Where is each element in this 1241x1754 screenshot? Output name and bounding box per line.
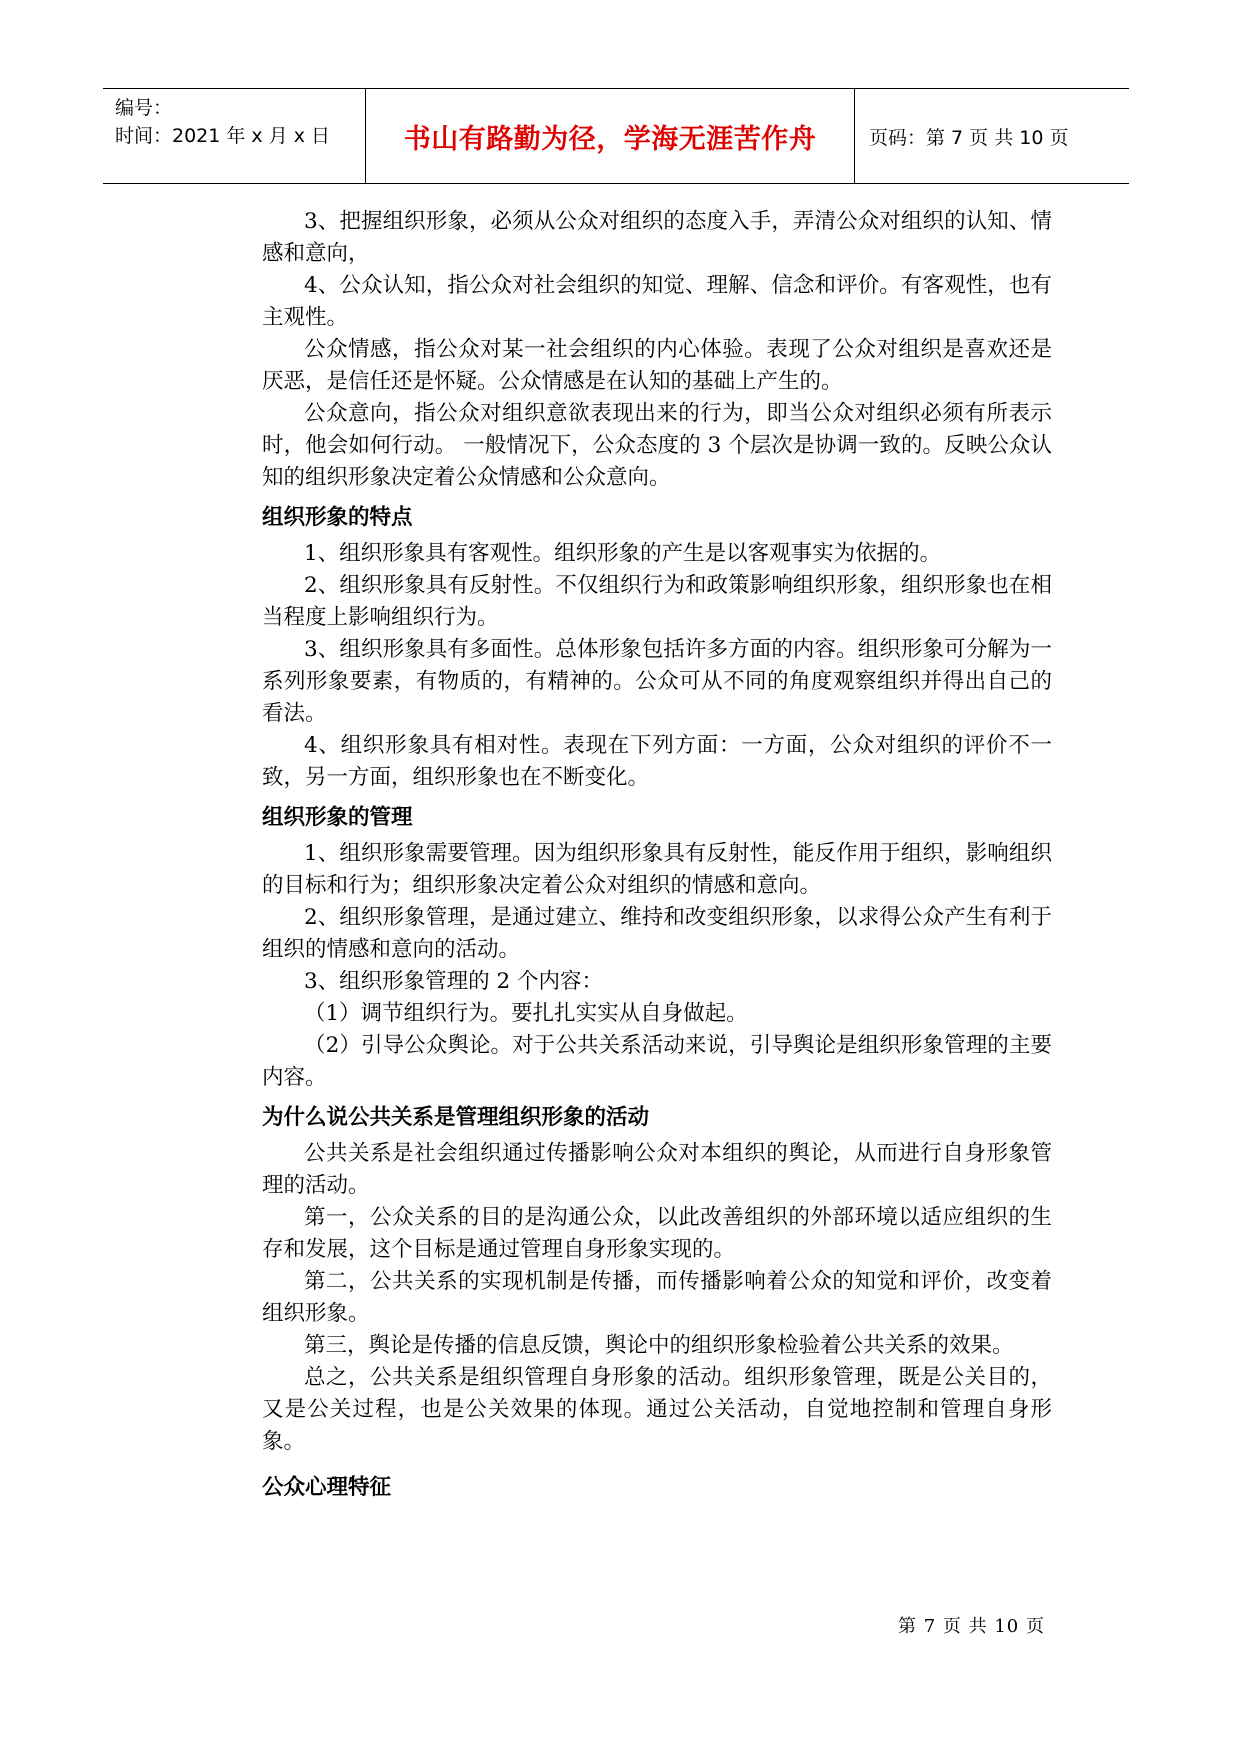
section-heading: 组织形象的特点: [262, 505, 413, 530]
paragraph: （1）调节组织行为。要扎扎实实从自身做起。: [304, 1001, 748, 1026]
paragraph: 4、组织形象具有相对性。表现在下列方面：一方面，公众对组织的评价不一致，另一方面，组织形象也在不断变化。: [262, 733, 1052, 790]
page-footer: 第 7 页 共 10 页: [898, 1616, 1045, 1637]
document-time-label: 时间：2021 年 x 月 x 日: [115, 125, 331, 147]
paragraph: 第一，公众关系的目的是沟通公众，以此改善组织的外部环境以适应组织的生存和发展，这个目标是通过管理自身形象实现的。: [262, 1205, 1052, 1262]
document-body: [262, 206, 1052, 1508]
paragraph: （2）引导公众舆论。对于公共关系活动来说，引导舆论是组织形象管理的主要内容。: [262, 1033, 1052, 1090]
paragraph: 4、公众认知，指公众对社会组织的知觉、理解、信念和评价。有客观性，也有主观性。: [262, 273, 1052, 330]
paragraph: 1、组织形象需要管理。因为组织形象具有反射性，能反作用于组织，影响组织的目标和行为；组织形象决定着公众对组织的情感和意向。: [262, 841, 1052, 898]
header-info-cell: [103, 89, 366, 183]
paragraph: 1、组织形象具有客观性。组织形象的产生是以客观事实为依据的。: [304, 541, 942, 566]
section-heading: 为什么说公共关系是管理组织形象的活动: [262, 1105, 650, 1130]
paragraph: 3、组织形象管理的 2 个内容：: [304, 969, 604, 994]
header-motto-cell: [366, 89, 855, 183]
section-heading: 公众心理特征: [262, 1475, 392, 1500]
paragraph: 第二，公共关系的实现机制是传播，而传播影响着公众的知觉和评价，改变着组织形象。: [262, 1269, 1052, 1326]
header-page-cell: [855, 89, 1129, 183]
paragraph: 总之，公共关系是组织管理自身形象的活动。组织形象管理，既是公关目的，又是公关过程，也是公关效果的体现。通过公关活动，自觉地控制和管理自身形象。: [262, 1365, 1052, 1454]
paragraph: 第三，舆论是传播的信息反馈，舆论中的组织形象检验着公共关系的效果。: [304, 1333, 1014, 1358]
paragraph: 2、组织形象具有反射性。不仅组织行为和政策影响组织形象，组织形象也在相当程度上影响组织行为。: [262, 573, 1052, 630]
document-number-label: 编号：: [115, 97, 173, 119]
page-header: [103, 88, 1129, 184]
paragraph: 公共关系是社会组织通过传播影响公众对本组织的舆论，从而进行自身形象管理的活动。: [262, 1141, 1052, 1198]
section-heading: 组织形象的管理: [262, 805, 413, 830]
paragraph: 2、组织形象管理，是通过建立、维持和改变组织形象，以求得公众产生有利于组织的情感和意向的活动。: [262, 905, 1052, 962]
page-code-label: 页码：第 7 页 共 10 页: [869, 126, 1069, 149]
paragraph: 3、把握组织形象，必须从公众对组织的态度入手，弄清公众对组织的认知、情感和意向，: [262, 209, 1052, 266]
motto-text: 书山有路勤为径，学海无涯苦作舟: [403, 123, 817, 155]
paragraph: 公众情感，指公众对某一社会组织的内心体验。表现了公众对组织是喜欢还是厌恶，是信任还是怀疑。公众情感是在认知的基础上产生的。: [262, 337, 1052, 394]
paragraph: 3、组织形象具有多面性。总体形象包括许多方面的内容。组织形象可分解为一系列形象要素，有物质的，有精神的。公众可从不同的角度观察组织并得出自己的看法。: [262, 637, 1052, 726]
paragraph: 公众意向，指公众对组织意欲表现出来的行为，即当公众对组织必须有所表示时，他会如何行动。 一般情况下，公众态度的 3 个层次是协调一致的。反映公众认知的组织形象决定着公众情感和公众意向。: [262, 401, 1052, 490]
